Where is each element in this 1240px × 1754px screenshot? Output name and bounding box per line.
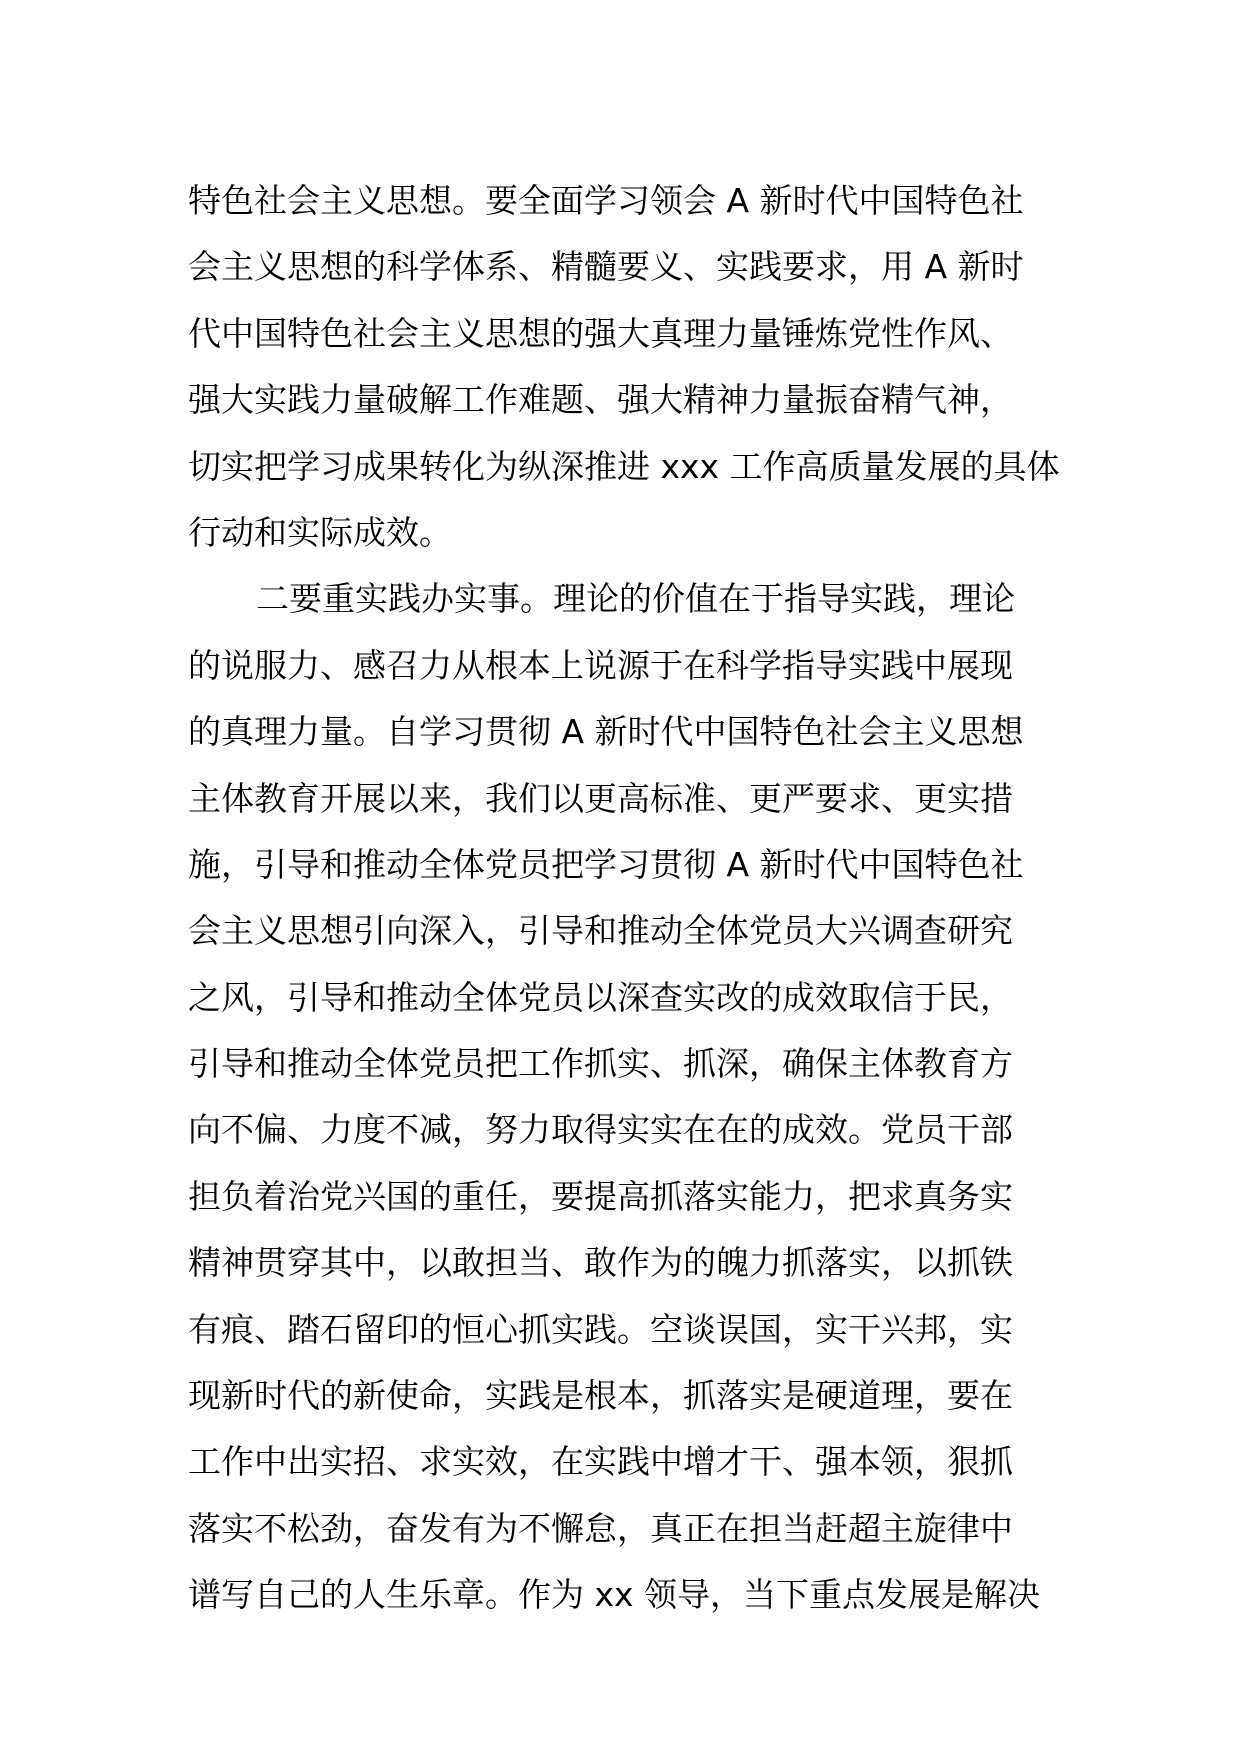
text-line-9: 的真理力量。自学习贯彻 A 新时代中国特色社会主义思想 bbox=[188, 712, 1024, 752]
text-line-22: 谱写自己的人生乐章。作为 xx 领导，当下重点发展是解决 bbox=[188, 1575, 1041, 1615]
text-line-2: 会主义思想的科学体系、精髓要义、实践要求，用 A 新时 bbox=[188, 247, 1024, 287]
text-line-14: 引导和推动全体党员把工作抓实、抓深，确保主体教育方 bbox=[188, 1044, 1013, 1084]
text-line-8: 的说服力、感召力从根本上说源于在科学指导实践中展现 bbox=[188, 645, 1013, 685]
body-text bbox=[188, 168, 1068, 1629]
text-line-15: 向不偏、力度不减，努力取得实实在在的成效。党员干部 bbox=[188, 1110, 1013, 1150]
paragraph-start-line: 二要重实践办实事。理论的价值在于指导实践，理论 bbox=[256, 579, 1015, 619]
text-line-16: 担负着治党兴国的重任，要提高抓落实能力，把求真务实 bbox=[188, 1176, 1013, 1216]
text-line-6: 行动和实际成效。 bbox=[188, 512, 452, 552]
text-line-19: 现新时代的新使命，实践是根本，抓落实是硬道理，要在 bbox=[188, 1376, 1013, 1416]
text-line-10: 主体教育开展以来，我们以更高标准、更严要求、更实措 bbox=[188, 778, 1013, 818]
text-line-12: 会主义思想引向深入，引导和推动全体党员大兴调查研究 bbox=[188, 911, 1013, 951]
text-line-3: 代中国特色社会主义思想的强大真理力量锤炼党性作风、 bbox=[188, 313, 1013, 353]
text-line-21: 落实不松劲，奋发有为不懈怠，真正在担当赶超主旋律中 bbox=[188, 1508, 1013, 1548]
text-line-17: 精神贯穿其中，以敢担当、敢作为的魄力抓落实，以抓铁 bbox=[188, 1243, 1013, 1283]
text-line-11: 施，引导和推动全体党员把学习贯彻 A 新时代中国特色社 bbox=[188, 844, 1024, 884]
text-line-1: 特色社会主义思想。要全面学习领会 A 新时代中国特色社 bbox=[188, 181, 1024, 220]
text-line-4: 强大实践力量破解工作难题、强大精神力量振奋精气神， bbox=[188, 380, 1013, 420]
text-line-18: 有痕、踏石留印的恒心抓实践。空谈误国，实干兴邦，实 bbox=[188, 1309, 1013, 1349]
text-line-5: 切实把学习成果转化为纵深推进 xxx 工作高质量发展的具体 bbox=[188, 446, 1060, 486]
text-line-13: 之风，引导和推动全体党员以深查实改的成效取信于民， bbox=[188, 977, 1013, 1017]
text-line-20: 工作中出实招、求实效，在实践中增才干、强本领，狠抓 bbox=[188, 1442, 1013, 1482]
